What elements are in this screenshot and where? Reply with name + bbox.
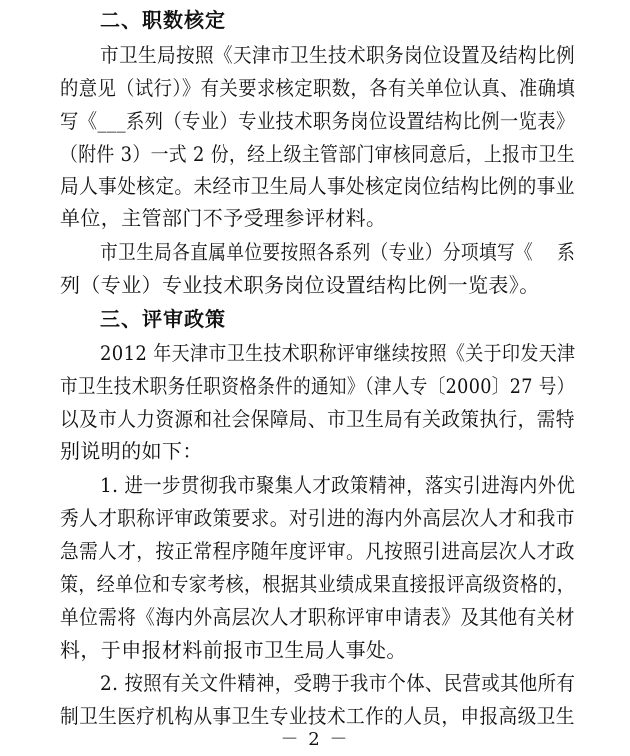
- list-item-line: 制卫生医疗机构从事卫生专业技术工作的人员，申报高级卫生: [60, 704, 575, 728]
- paragraph-line: 市卫生局按照《天津市卫生技术职务岗位设置及结构比例: [100, 43, 575, 67]
- paragraph-line: 市卫生技术职务任职资格条件的通知》（津人专〔2000〕27 号）: [60, 374, 575, 398]
- paragraph-line: 2012 年天津市卫生技术职称评审继续按照《关于印发天津: [100, 341, 576, 365]
- paragraph-line: 局人事处核定。未经市卫生局人事处核定岗位结构比例的事业: [60, 174, 575, 198]
- section-heading-review-policy: 三、评审政策: [100, 307, 226, 331]
- paragraph-line: 列（专业）专业技术职务岗位设置结构比例一览表》。: [60, 273, 540, 297]
- list-item-line: 2. 按照有关文件精神，受聘于我市个体、民营或其他所有: [100, 671, 576, 695]
- list-item-line: 料，于申报材料前报市卫生局人事处。: [60, 638, 407, 662]
- list-item-line: 策，经单位和专家考核，根据其业绩成果直接报评高级资格的，: [60, 572, 576, 596]
- paragraph-line: 的意见（试行）》有关要求核定职数，各有关单位认真、准确填: [60, 76, 576, 100]
- list-item-line: 急需人才，按正常程序随年度评审。凡按照引进高层次人才政: [60, 539, 575, 563]
- paragraph-line: 别说明的如下：: [60, 439, 203, 463]
- section-heading-job-quota: 二、职数核定: [100, 8, 226, 32]
- page-number: － 2 －: [280, 729, 350, 750]
- paragraph-line: 写《___系列（专业）专业技术职务岗位设置结构比例一览表》: [60, 109, 575, 133]
- list-item-line: 单位需将《海内外高层次人才职称评审申请表》及其他有关材: [60, 605, 575, 629]
- list-item-line: 秀人才职称评审政策要求。对引进的海内外高层次人才和我市: [60, 506, 575, 530]
- paragraph-line: 单位，主管部门不予受理参评材料。: [60, 206, 387, 230]
- paragraph-line: 以及市人力资源和社会保障局、市卫生局有关政策执行，需特: [60, 407, 575, 431]
- paragraph-line: 市卫生局各直属单位要按照各系列（专业）分项填写《 系: [100, 240, 576, 264]
- paragraph-line: （附件 3）一式 2 份，经上级主管部门审核同意后，上报市卫生: [60, 142, 575, 166]
- list-item-line: 1. 进一步贯彻我市聚集人才政策精神，落实引进海内外优: [100, 473, 576, 497]
